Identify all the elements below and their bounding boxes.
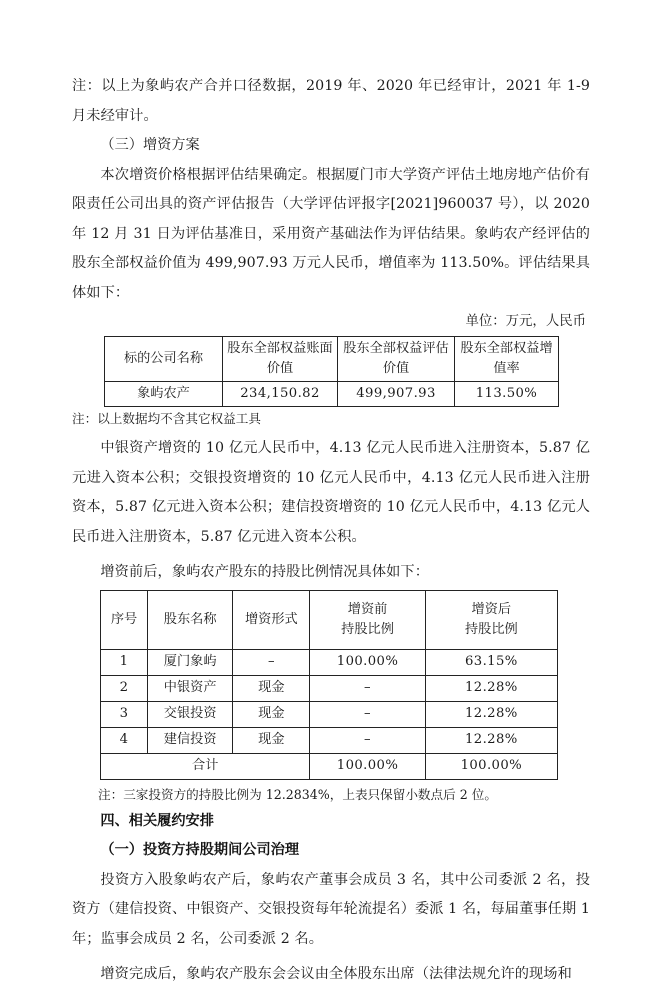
- section-heading-three: （三）增资方案: [100, 137, 200, 153]
- col-header-before-line2: 持股比例: [341, 621, 394, 637]
- cell-appraised-value: 499,907.93: [338, 382, 455, 407]
- cell-shareholder-name: 建信投资: [148, 727, 233, 753]
- col-header-after-line1: 增资后: [471, 601, 512, 617]
- cell-after-ratio: 12.28%: [425, 675, 557, 701]
- table-row: [101, 701, 558, 727]
- page-content: [72, 72, 590, 990]
- col-header-after-line2: 持股比例: [464, 621, 518, 637]
- col-header-before-line1: 增资前: [347, 601, 388, 617]
- cell-injection-form: –: [233, 649, 310, 675]
- unit-label: 单位：万元，人民币: [465, 314, 586, 329]
- valuation-table: [104, 336, 559, 407]
- cell-appreciation-rate: 113.50%: [455, 382, 559, 407]
- cell-shareholder-name: 厦门象屿: [148, 649, 233, 675]
- cell-after-ratio: 12.28%: [425, 701, 557, 727]
- valuation-paragraph: 本次增资价格根据评估结果确定。根据厦门市大学资产评估土地房地产估价有限责任公司出具的资产评估报告（大学评估评报字[2021]960037 号），以 2020 年 12 月 31 日为评估基准日，采用资产基础法作为评估结果。象屿农产经评估的股东全部权益价值为 499,907.93 万元人民币，增值率为 113.50%。评估结果具体如下：: [72, 166, 590, 301]
- shareholding-table: [100, 590, 558, 780]
- cell-shareholder-name: 中银资产: [148, 675, 233, 701]
- col-header-company: 标的公司名称: [105, 337, 223, 382]
- after-injection-paragraph: 增资完成后，象屿农产股东会会议由全体股东出席（法律法规允许的现场和: [100, 966, 572, 982]
- cell-before-ratio: 100.00%: [310, 649, 425, 675]
- cell-company: 象屿农产: [105, 382, 223, 407]
- section-heading-four: 四、相关履约安排: [100, 812, 214, 829]
- section-heading-four-one: （一）投资方持股期间公司治理: [100, 842, 300, 858]
- note-under-shareholding-table: 注：三家投资方的持股比例为 12.2834%，上表只保留小数点后 2 位。: [98, 786, 497, 802]
- col-header-appraised-value: 股东全部权益评估价值: [338, 337, 455, 382]
- col-header-after-ratio: [425, 590, 557, 649]
- cell-injection-form: 现金: [233, 675, 310, 701]
- cell-total-before: 100.00%: [310, 753, 425, 779]
- cell-total-after: 100.00%: [425, 753, 557, 779]
- cell-total-label: 合计: [101, 753, 310, 779]
- table-header-row: [101, 590, 558, 649]
- cell-after-ratio: 12.28%: [425, 727, 557, 753]
- cell-before-ratio: –: [310, 701, 425, 727]
- col-header-no: 序号: [101, 590, 148, 649]
- table-row: [101, 649, 558, 675]
- cell-no: 3: [101, 701, 148, 727]
- cell-before-ratio: –: [310, 727, 425, 753]
- governance-paragraph: 投资方入股象屿农产后，象屿农产董事会成员 3 名，其中公司委派 2 名，投资方（建信投资、中银资产、交银投资每年轮流提名）委派 1 名，每届董事任期 1 年；监事会成员 2 名，公司委派 2 名。: [72, 871, 590, 947]
- col-header-shareholder-name: 股东名称: [148, 590, 233, 649]
- cell-before-ratio: –: [310, 675, 425, 701]
- cell-after-ratio: 63.15%: [425, 649, 557, 675]
- cell-no: 4: [101, 727, 148, 753]
- note-top-paragraph: 注：以上为象屿农产合并口径数据，2019 年、2020 年已经审计，2021 年 1-9 月未经审计。: [72, 78, 590, 124]
- cell-injection-form: 现金: [233, 727, 310, 753]
- col-header-before-ratio: [310, 590, 425, 649]
- table-header-row: [105, 337, 559, 382]
- cell-shareholder-name: 交银投资: [148, 701, 233, 727]
- cell-no: 2: [101, 675, 148, 701]
- table-total-row: [101, 753, 558, 779]
- capital-injection-paragraph: 中银资产增资的 10 亿元人民币中，4.13 亿元人民币进入注册资本，5.87 亿元进入资本公积；交银投资增资的 10 亿元人民币中，4.13 亿元人民币进入注册资本，5.87 亿元进入资本公积；建信投资增资的 10 亿元人民币中，4.13 亿元人民币进入注册资本，5.87 亿元进入资本公积。: [72, 440, 590, 545]
- col-header-injection-form: 增资形式: [233, 590, 310, 649]
- note-under-valuation-table: 注：以上数据均不含其它权益工具: [72, 411, 261, 426]
- table-row: [101, 727, 558, 753]
- table-row: [101, 675, 558, 701]
- table-row: [105, 382, 559, 407]
- cell-injection-form: 现金: [233, 701, 310, 727]
- col-header-book-value: 股东全部权益账面价值: [223, 337, 338, 382]
- shareholding-intro-paragraph: 增资前后，象屿农产股东的持股比例情况具体如下：: [100, 564, 430, 580]
- cell-book-value: 234,150.82: [223, 382, 338, 407]
- cell-no: 1: [101, 649, 148, 675]
- col-header-appreciation-rate: 股东全部权益增值率: [455, 337, 559, 382]
